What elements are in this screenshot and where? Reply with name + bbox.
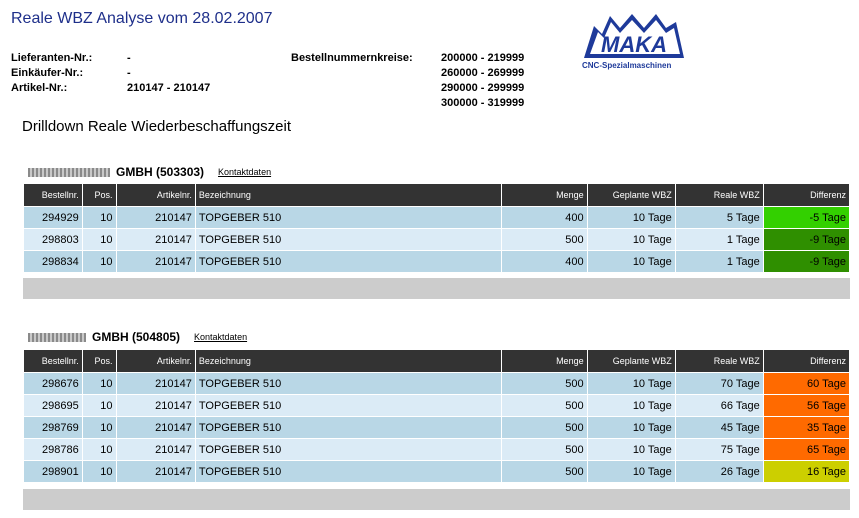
table-row[interactable] [24, 417, 850, 439]
cell-pos: 10 [82, 251, 116, 273]
meta-right [291, 51, 524, 111]
cell-artikel: 210147 [116, 395, 195, 417]
cell-diff: 16 Tage [763, 461, 849, 483]
column-header[interactable]: Reale WBZ [675, 184, 763, 207]
column-header[interactable]: Differenz [763, 350, 849, 373]
cell-pos: 10 [82, 461, 116, 483]
supplier-heading [28, 165, 271, 179]
column-header[interactable]: Bezeichnung [195, 350, 501, 373]
cell-menge: 500 [501, 417, 587, 439]
redacted-name [28, 333, 86, 342]
cell-menge: 400 [501, 251, 587, 273]
column-header[interactable]: Menge [501, 184, 587, 207]
cell-menge: 500 [501, 461, 587, 483]
cell-bestellnr: 298769 [24, 417, 83, 439]
cell-bestellnr: 298901 [24, 461, 83, 483]
cell-bez: TOPGEBER 510 [195, 207, 501, 229]
cell-bez: TOPGEBER 510 [195, 417, 501, 439]
cell-real: 66 Tage [675, 395, 763, 417]
cell-diff: -9 Tage [763, 229, 849, 251]
table-row[interactable] [24, 395, 850, 417]
cell-menge: 500 [501, 229, 587, 251]
table-footer [23, 489, 850, 510]
cell-bestellnr: 298695 [24, 395, 83, 417]
cell-diff: 35 Tage [763, 417, 849, 439]
table-row[interactable] [24, 373, 850, 395]
cell-menge: 500 [501, 439, 587, 461]
cell-real: 26 Tage [675, 461, 763, 483]
cell-pos: 10 [82, 439, 116, 461]
column-header[interactable]: Reale WBZ [675, 350, 763, 373]
cell-bestellnr: 298786 [24, 439, 83, 461]
cell-geplant: 10 Tage [587, 251, 675, 273]
logo-text: MAKA [601, 32, 667, 57]
column-header[interactable]: Artikelnr. [116, 350, 195, 373]
cell-menge: 500 [501, 373, 587, 395]
orders-table [23, 349, 850, 483]
page-title: Reale WBZ Analyse vom 28.02.2007 [11, 10, 273, 27]
cell-menge: 400 [501, 207, 587, 229]
column-header[interactable]: Differenz [763, 184, 849, 207]
cell-pos: 10 [82, 373, 116, 395]
table-row[interactable] [24, 251, 850, 273]
cell-pos: 10 [82, 207, 116, 229]
cell-real: 75 Tage [675, 439, 763, 461]
kreise-value: 300000 - 319999 [441, 97, 525, 109]
einkaeufer-label: Einkäufer-Nr.: [11, 67, 84, 79]
cell-real: 1 Tage [675, 229, 763, 251]
column-header[interactable]: Pos. [82, 184, 116, 207]
cell-pos: 10 [82, 417, 116, 439]
supplier-name: GMBH (503303) [116, 165, 205, 179]
kreise-label: Bestellnummernkreise: [291, 52, 413, 64]
cell-artikel: 210147 [116, 439, 195, 461]
table-row[interactable] [24, 207, 850, 229]
contact-link[interactable]: Kontaktdaten [218, 167, 272, 177]
table-row[interactable] [24, 229, 850, 251]
cell-real: 70 Tage [675, 373, 763, 395]
supplier-heading [28, 330, 247, 344]
cell-bestellnr: 298803 [24, 229, 83, 251]
cell-bestellnr: 298676 [24, 373, 83, 395]
cell-artikel: 210147 [116, 207, 195, 229]
table-header-row [24, 184, 850, 207]
column-header[interactable]: Bestellnr. [24, 184, 83, 207]
cell-real: 45 Tage [675, 417, 763, 439]
redacted-name [28, 168, 110, 177]
cell-diff: 56 Tage [763, 395, 849, 417]
column-header[interactable]: Bezeichnung [195, 184, 501, 207]
meta-left [11, 51, 210, 96]
kreise-value: 290000 - 299999 [441, 82, 525, 94]
column-header[interactable]: Menge [501, 350, 587, 373]
section-title: Drilldown Reale Wiederbeschaffungszeit [22, 118, 292, 135]
kreise-value: 200000 - 219999 [441, 52, 525, 64]
cell-artikel: 210147 [116, 461, 195, 483]
lieferant-label: Lieferanten-Nr.: [11, 52, 93, 64]
cell-geplant: 10 Tage [587, 461, 675, 483]
cell-bez: TOPGEBER 510 [195, 251, 501, 273]
cell-diff: 65 Tage [763, 439, 849, 461]
column-header[interactable]: Bestellnr. [24, 350, 83, 373]
cell-menge: 500 [501, 395, 587, 417]
artikel-label: Artikel-Nr.: [11, 82, 68, 94]
cell-artikel: 210147 [116, 373, 195, 395]
cell-bez: TOPGEBER 510 [195, 395, 501, 417]
table-row[interactable] [24, 439, 850, 461]
cell-artikel: 210147 [116, 229, 195, 251]
orders-table [23, 183, 850, 273]
supplier-name: GMBH (504805) [92, 330, 181, 344]
column-header[interactable]: Pos. [82, 350, 116, 373]
column-header[interactable]: Geplante WBZ [587, 350, 675, 373]
cell-bestellnr: 298834 [24, 251, 83, 273]
cell-geplant: 10 Tage [587, 395, 675, 417]
cell-bez: TOPGEBER 510 [195, 373, 501, 395]
cell-geplant: 10 Tage [587, 229, 675, 251]
contact-link[interactable]: Kontaktdaten [194, 332, 248, 342]
cell-geplant: 10 Tage [587, 373, 675, 395]
kreise-value: 260000 - 269999 [441, 67, 525, 79]
lieferant-value: - [127, 52, 131, 64]
table-row[interactable] [24, 461, 850, 483]
cell-bez: TOPGEBER 510 [195, 439, 501, 461]
einkaeufer-value: - [127, 67, 131, 79]
cell-pos: 10 [82, 395, 116, 417]
cell-real: 1 Tage [675, 251, 763, 273]
cell-artikel: 210147 [116, 417, 195, 439]
cell-diff: 60 Tage [763, 373, 849, 395]
cell-bez: TOPGEBER 510 [195, 229, 501, 251]
cell-geplant: 10 Tage [587, 439, 675, 461]
cell-diff: -5 Tage [763, 207, 849, 229]
cell-geplant: 10 Tage [587, 207, 675, 229]
cell-bestellnr: 294929 [24, 207, 83, 229]
cell-real: 5 Tage [675, 207, 763, 229]
table-footer [23, 278, 850, 299]
cell-geplant: 10 Tage [587, 417, 675, 439]
cell-diff: -9 Tage [763, 251, 849, 273]
cell-bez: TOPGEBER 510 [195, 461, 501, 483]
logo-subtitle: CNC-Spezialmaschinen [582, 61, 672, 70]
column-header[interactable]: Geplante WBZ [587, 184, 675, 207]
cell-artikel: 210147 [116, 251, 195, 273]
artikel-value: 210147 - 210147 [127, 82, 211, 94]
column-header[interactable]: Artikelnr. [116, 184, 195, 207]
table-header-row [24, 350, 850, 373]
cell-pos: 10 [82, 229, 116, 251]
